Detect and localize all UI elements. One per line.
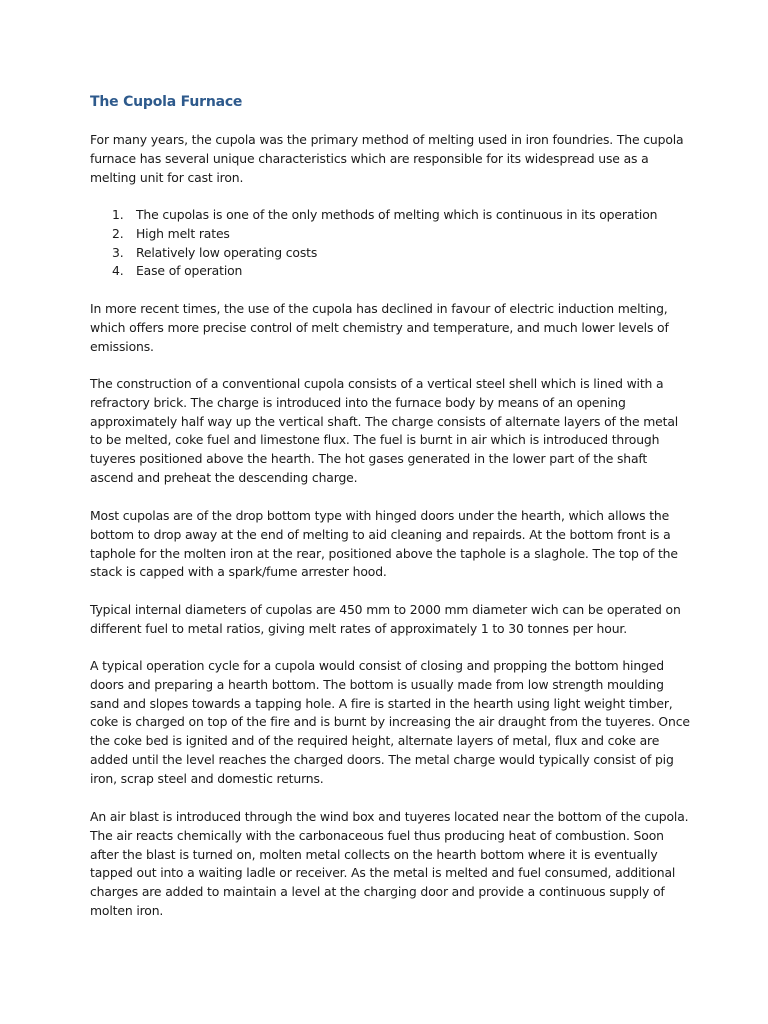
list-item-text: The cupolas is one of the only methods of melting which is continuous in its operation <box>136 207 658 222</box>
list-item-text: Relatively low operating costs <box>136 244 318 260</box>
list-item <box>90 244 690 263</box>
construction-paragraph: The construction of a conventional cupola consists of a vertical steel shell which is lined with a refractory brick. The charge is introduced into the furnace body by means of an opening approximately half way up the vertical shaft. The charge consists of alternate layers of the metal to be melted, coke fuel and limestone flux. The fuel is burnt in air which is introduced through tuyeres positioned above the hearth. The hot gases generated in the lower part of the shaft ascend and preheat the descending charge. <box>90 376 679 485</box>
air-blast-paragraph: An air blast is introduced through the wind box and tuyeres located near the bottom of the cupola. The air reacts chemically with the carbonaceous fuel thus producing heat of combustion. Soon after the blast is turned on, molten metal collects on the hearth bottom where it is eventually tapped out into a waiting ladle or receiver. As the metal is melted and fuel consumed, additional charges are added to maintain a level at the charging door and provide a continuous supply of molten iron. <box>90 809 689 918</box>
intro-paragraph: For many years, the cupola was the primary method of melting used in iron foundries. The cupola furnace has several unique characteristics which are responsible for its widespread use as a melting unit for cast iron. <box>90 132 684 185</box>
list-item-number: 4. <box>112 263 124 279</box>
operation-paragraph: A typical operation cycle for a cupola would consist of closing and propping the bottom hinged doors and preparing a hearth bottom. The bottom is usually made from low strength moulding sand and slopes towards a tapping hole. A fire is started in the hearth using light weight timber, coke is charged on top of the fire and is burnt by increasing the air draught from the tuyeres. Once the coke bed is ignited and of the required height, alternate layers of metal, flux and coke are added until the level reaches the charged doors. The metal charge would typically consist of pig iron, scrap steel and domestic returns. <box>90 658 690 786</box>
drop-bottom-paragraph: Most cupolas are of the drop bottom type with hinged doors under the hearth, which allows the bottom to drop away at the end of melting to aid cleaning and repairds. At the bottom front is a taphole for the molten iron at the rear, positioned above the taphole is a slaghole. The top of the stack is capped with a spark/fume arrester hood. <box>90 508 678 580</box>
diameters-paragraph: Typical internal diameters of cupolas are 450 mm to 2000 mm diameter wich can be operated on different fuel to metal ratios, giving melt rates of approximately 1 to 30 tonnes per hour. <box>90 602 681 636</box>
characteristics-list <box>90 206 690 281</box>
list-item <box>90 206 690 225</box>
list-item <box>90 225 690 244</box>
list-item-number: 3. <box>112 244 124 260</box>
recent-paragraph: In more recent times, the use of the cupola has declined in favour of electric induction melting, which offers more precise control of melt chemistry and temperature, and much lower levels of emissions. <box>90 301 669 354</box>
list-item-text: High melt rates <box>136 225 230 241</box>
list-item <box>90 262 690 281</box>
list-item-number: 2. <box>112 225 124 241</box>
document-title: The Cupola Furnace <box>90 94 243 110</box>
list-item-text: Ease of operation <box>136 263 243 279</box>
list-item-number: 1. <box>112 207 124 222</box>
